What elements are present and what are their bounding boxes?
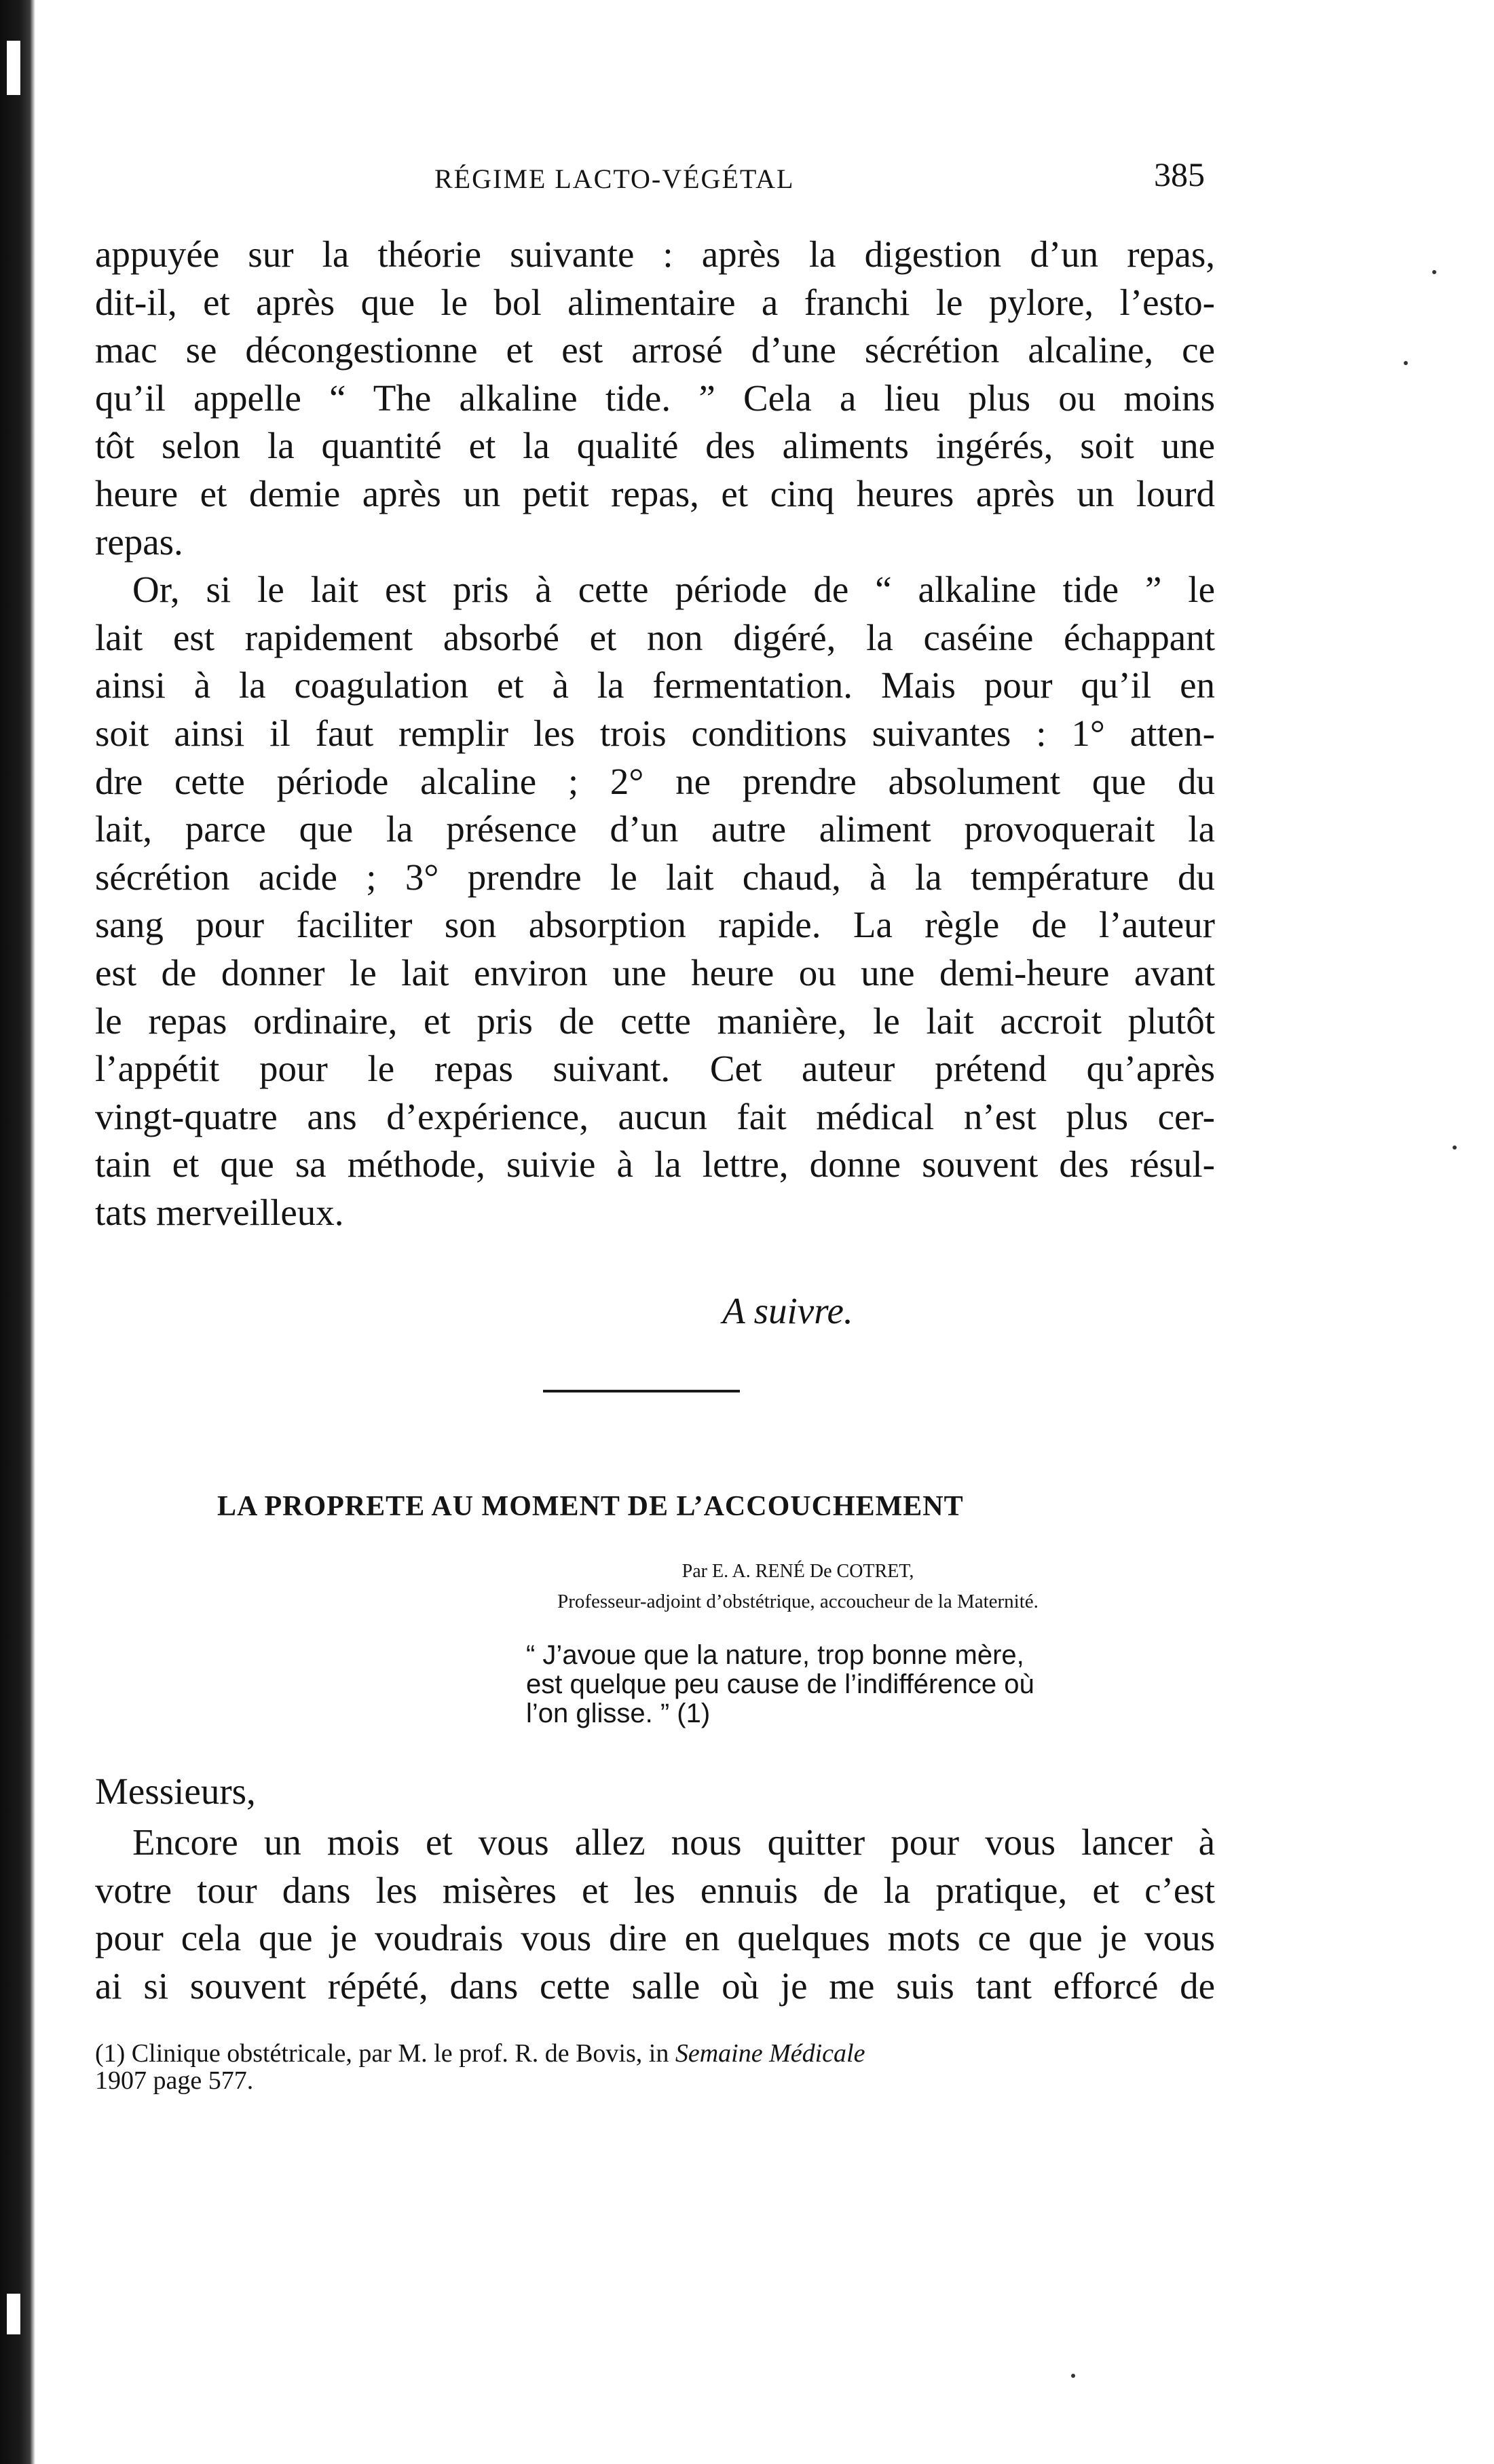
text-line: est de donner le lait environ une heure ou une demi-heure avant bbox=[95, 951, 1215, 993]
text-line: tats merveilleux. bbox=[95, 1191, 344, 1233]
to-be-continued: A suivre. bbox=[722, 1290, 853, 1331]
salutation: Messieurs, bbox=[95, 1770, 256, 1812]
footnote bbox=[95, 2040, 1235, 2094]
text-line: lait, parce que la présence d’un autre aliment provoquerait la bbox=[95, 808, 1215, 850]
text-line: votre tour dans les misères et les ennuis de la pratique, et c’est bbox=[95, 1869, 1215, 1911]
article-body bbox=[95, 1819, 1215, 2010]
book-binding-edge bbox=[0, 0, 35, 2464]
text-line: repas. bbox=[95, 520, 183, 563]
binding-notch bbox=[7, 41, 20, 95]
footnote-citation: (1) Clinique obstétricale, par M. le prof. R. de Bovis, in bbox=[95, 2039, 675, 2068]
footnote-line: 1907 page 577. bbox=[95, 2066, 254, 2095]
article-body-lines bbox=[95, 1819, 1215, 2010]
text-line: le repas ordinaire, et pris de cette manière, le lait accroit plutôt bbox=[95, 1000, 1215, 1042]
article-continuation bbox=[95, 231, 1215, 1236]
text-line: lait est rapidement absorbé et non digéré, la caséine échappant bbox=[95, 616, 1215, 658]
section-divider bbox=[543, 1390, 740, 1392]
author-byline: Par E. A. RENÉ De COTRET, bbox=[681, 1561, 914, 1582]
text-line: heure et demie après un petit repas, et cinq heures après un lourd bbox=[95, 472, 1215, 514]
text-line: tain et que sa méthode, suivie à la lettre, donne souvent des résul- bbox=[95, 1143, 1215, 1186]
paper-speck bbox=[1432, 270, 1436, 274]
footnote-line bbox=[95, 2040, 1235, 2067]
text-line: appuyée sur la théorie suivante : après la digestion d’un repas, bbox=[95, 233, 1215, 275]
text-line: l’appétit pour le repas suivant. Cet auteur prétend qu’après bbox=[95, 1048, 1215, 1090]
text-line: ai si souvent répété, dans cette salle où je me suis tant efforcé de bbox=[95, 1965, 1215, 2007]
text-line: Or, si le lait est pris à cette période de “ alkaline tide ” le bbox=[132, 569, 1215, 611]
text-line: qu’il appelle “ The alkaline tide. ” Cela a lieu plus ou moins bbox=[95, 377, 1215, 419]
text-line: dre cette période alcaline ; 2° ne prendre absolument que du bbox=[95, 760, 1215, 802]
running-title: RÉGIME LACTO-VÉGÉTAL bbox=[434, 164, 795, 194]
epigraph-line: l’on glisse. ” (1) bbox=[526, 1699, 711, 1728]
text-line: tôt selon la quantité et la qualité des aliments ingérés, soit une bbox=[95, 425, 1215, 467]
text-line: sang pour faciliter son absorption rapide. La règle de l’auteur bbox=[95, 904, 1215, 946]
footnote-journal: Semaine Médicale bbox=[675, 2039, 865, 2068]
text-line: vingt-quatre ans d’expérience, aucun fait médical n’est plus cer- bbox=[95, 1095, 1215, 1137]
author-affiliation: Professeur-adjoint d’obstétrique, accoucheur de la Maternité. bbox=[557, 1591, 1039, 1612]
paragraph bbox=[95, 566, 1215, 1236]
text-line: dit-il, et après que le bol alimentaire a franchi le pylore, l’esto- bbox=[95, 281, 1215, 323]
text-line: soit ainsi il faut remplir les trois conditions suivantes : 1° atten- bbox=[95, 712, 1215, 754]
paragraph-container bbox=[95, 231, 1215, 1236]
text-line: pour cela que je voudrais vous dire en quelques mots ce que je vous bbox=[95, 1917, 1215, 1959]
text-line: sécrétion acide ; 3° prendre le lait chaud, à la température du bbox=[95, 856, 1215, 898]
text-line: Encore un mois et vous allez nous quitter pour vous lancer à bbox=[132, 1821, 1215, 1863]
epigraph-line: est quelque peu cause de l’indifférence où bbox=[526, 1669, 1034, 1699]
paper-speck bbox=[1071, 2374, 1075, 2378]
article-title: LA PROPRETE AU MOMENT DE L’ACCOUCHEMENT bbox=[217, 1491, 964, 1522]
paper-speck bbox=[1404, 361, 1408, 365]
epigraph-line: “ J’avoue que la nature, trop bonne mère, bbox=[526, 1640, 1024, 1670]
paragraph bbox=[95, 231, 1215, 566]
page-number: 385 bbox=[1154, 155, 1205, 193]
epigraph bbox=[526, 1641, 1205, 1728]
paper-speck bbox=[1453, 1145, 1457, 1150]
text-line: mac se décongestionne et est arrosé d’une sécrétion alcaline, ce bbox=[95, 329, 1215, 371]
text-line: ainsi à la coagulation et à la fermentation. Mais pour qu’il en bbox=[95, 664, 1215, 706]
binding-notch bbox=[7, 2294, 20, 2334]
